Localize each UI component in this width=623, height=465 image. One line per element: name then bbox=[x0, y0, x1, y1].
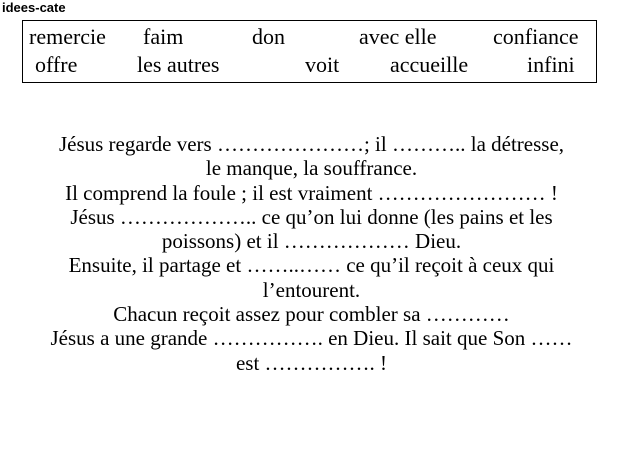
text-line: Chacun reçoit assez pour combler sa ………… bbox=[113, 302, 510, 327]
word-bank-item: avec elle bbox=[359, 24, 437, 49]
word-bank-item: accueille bbox=[390, 52, 469, 77]
word-bank-item: offre bbox=[35, 52, 78, 77]
word-bank-item: remercie bbox=[29, 24, 106, 49]
text-line: Il comprend la foule ; il est vraiment …………………… ! bbox=[65, 180, 558, 205]
text-line: est ……………. ! bbox=[235, 350, 388, 375]
word-bank-item: don bbox=[252, 24, 285, 49]
word-bank-item: faim bbox=[143, 24, 184, 49]
text-line: Jésus a une grande ……………. en Dieu. Il sait que Son …… bbox=[50, 326, 573, 351]
text-line: l’entourent. bbox=[262, 277, 361, 302]
text-line: poissons) et il ……………… Dieu. bbox=[161, 229, 462, 254]
text-line: Ensuite, il partage et ……..…… ce qu’il reçoit à ceux qui bbox=[68, 253, 555, 278]
word-bank-box bbox=[22, 20, 597, 83]
word-bank-item: confiance bbox=[493, 24, 579, 49]
word-bank-item: infini bbox=[527, 52, 575, 77]
text-line: Jésus ……………….. ce qu’on lui donne (les pains et les bbox=[70, 204, 553, 229]
fill-in-text bbox=[0, 132, 623, 375]
text-line: Jésus regarde vers …………………; il ……….. la détresse, bbox=[58, 132, 565, 156]
text-line: le manque, la souffrance. bbox=[205, 156, 418, 181]
site-label: idees-cate bbox=[2, 0, 66, 15]
word-bank-item: voit bbox=[305, 52, 340, 77]
word-bank-item: les autres bbox=[137, 52, 220, 77]
